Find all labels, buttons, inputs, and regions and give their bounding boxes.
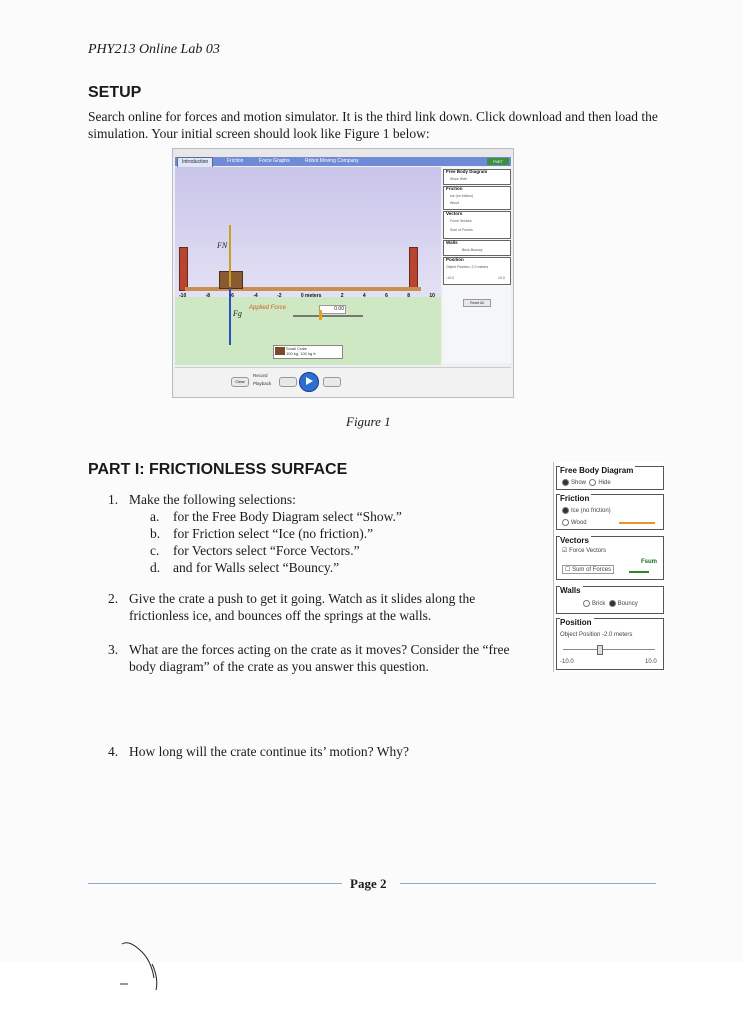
sim-menubar [173, 149, 513, 157]
ruler-tick: 0 meters [300, 293, 322, 299]
walls-box: Walls Brick Bouncy [443, 240, 511, 256]
record-option[interactable]: Record [253, 373, 268, 378]
sim-sky [175, 167, 441, 297]
position-slider[interactable] [563, 649, 655, 650]
wood-friction-bar [619, 522, 655, 524]
side-panel-snapshot [553, 462, 664, 672]
ruler-tick: 6 [385, 293, 388, 299]
walls-bouncy-radio[interactable] [609, 600, 616, 607]
footer-rule-right [400, 883, 656, 884]
phet-logo: PhET [487, 158, 509, 165]
tab-force-graphs[interactable]: Force Graphs [259, 158, 290, 164]
figure1-caption: Figure 1 [346, 414, 391, 429]
crate[interactable] [219, 271, 243, 289]
fbd-box: Free Body Diagram Show Hide [443, 169, 511, 185]
left-wall [179, 247, 188, 291]
position-ruler [179, 293, 435, 299]
friction-box: Friction Ice (no friction) Wood [556, 494, 664, 530]
rewind-button[interactable] [279, 377, 297, 387]
ruler-tick: -8 [205, 293, 211, 299]
applied-force-value[interactable]: 0.00 [319, 305, 346, 314]
friction-box: Friction Ice (no friction) Wood [443, 186, 511, 210]
ruler-tick: 4 [362, 293, 366, 299]
fsum-arrow-icon [629, 571, 649, 573]
friction-ice-radio[interactable] [562, 507, 569, 514]
sim-control-panel [443, 167, 511, 363]
page-number: Page 2 [350, 876, 387, 891]
figure1-simulator [172, 148, 514, 398]
crate-icon [275, 347, 285, 355]
play-icon [306, 377, 313, 385]
fbd-hide-radio[interactable] [589, 479, 596, 486]
ruler-tick: 10 [429, 293, 435, 299]
tab-friction[interactable]: Friction [227, 158, 244, 164]
normal-force-arrow [229, 225, 231, 287]
fbd-box: Free Body Diagram Show Hide [556, 466, 664, 490]
setup-heading: SETUP [88, 84, 142, 101]
ruler-tick: -6 [229, 293, 234, 299]
part1-heading: PART I: FRICTIONLESS SURFACE [88, 461, 348, 478]
footer-rule-left [88, 883, 342, 884]
position-box: Position Object Position -2.0 meters -10.0 10.0 [556, 618, 664, 670]
right-wall [409, 247, 418, 291]
ruler-tick: -4 [253, 293, 258, 299]
fg-label: Fg [233, 309, 242, 318]
sim-tabbar [175, 157, 511, 166]
playback-controls [175, 367, 511, 396]
pen-scribble [118, 938, 162, 992]
fsum-label: Fsum [641, 559, 658, 565]
fbd-show-radio[interactable] [562, 479, 569, 486]
force-vectors-checkbox[interactable]: ☑ [562, 548, 568, 554]
applied-force-slider[interactable] [293, 315, 363, 317]
ruler-tick: -2 [277, 293, 282, 299]
walls-brick-radio[interactable] [583, 600, 590, 607]
playback-option[interactable]: Playback [253, 381, 272, 386]
vectors-box: Vectors Force Vectors Sum of Forces [443, 211, 511, 239]
fn-label: FN [217, 241, 228, 250]
course-header: PHY213 Online Lab 03 [88, 42, 220, 57]
position-slider-knob[interactable] [597, 645, 603, 655]
reset-all-button[interactable]: Reset All [463, 299, 491, 307]
tab-robot-moving-company[interactable]: Robot Moving Company [305, 158, 359, 164]
friction-wood-radio[interactable] [562, 519, 569, 526]
applied-force-knob[interactable] [319, 310, 322, 320]
setup-instructions: Search online for forces and motion simulator. It is the third link down. Click download and then load the simulation. Your initial screen should look like Figure 1 below: [88, 109, 658, 141]
ruler-tick: 2 [340, 293, 344, 299]
tab-introduction[interactable]: Introduction [177, 157, 213, 168]
clear-button[interactable]: Clear [231, 377, 249, 387]
step-button[interactable] [323, 377, 341, 387]
vectors-box: Vectors ☑ Force Vectors ☐ Sum of Forces Fsum [556, 536, 664, 580]
walls-box: Walls Brick Bouncy [556, 586, 664, 614]
ruler-tick: -10 [179, 293, 187, 299]
sum-forces-checkbox[interactable]: ☐ [565, 567, 571, 573]
page-bottom-margin [0, 962, 743, 1024]
object-selector-text: Small Crate 100 kg, 100 kg fr [286, 346, 316, 356]
applied-force-label: Applied Force [249, 305, 287, 311]
ruler-tick: 8 [407, 293, 410, 299]
position-box: Position Object Position -2.0 meters -10.0 10.0 [443, 257, 511, 285]
